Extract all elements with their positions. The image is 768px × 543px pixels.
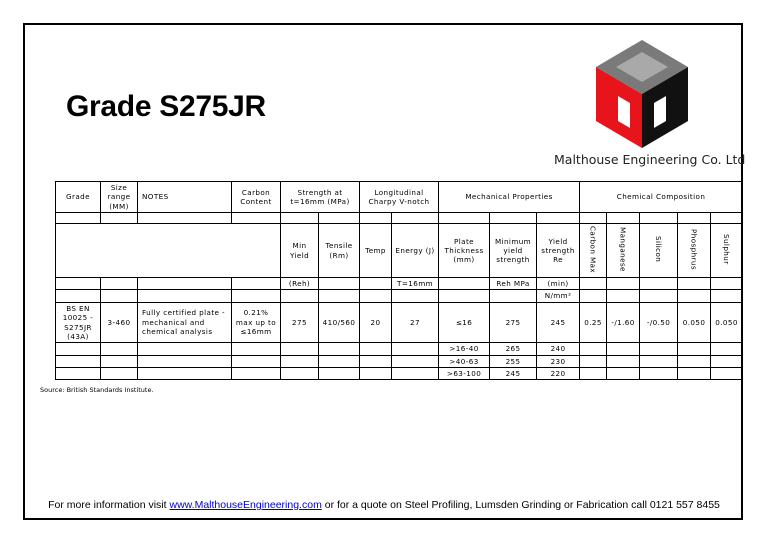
- cell-re: 230: [537, 355, 580, 367]
- source-note: Source: British Standards Institute.: [40, 386, 154, 394]
- cell-min-yield-strength: 255: [490, 355, 537, 367]
- cell-sulphur: 0.050: [711, 302, 743, 342]
- cell-tensile: 410/560: [319, 302, 360, 342]
- cell-grade: BS EN 10025 - S275JR (43A): [56, 302, 101, 342]
- header-carbon-max: Carbon Max: [588, 225, 598, 273]
- cell-min-yield-strength: 245: [490, 367, 537, 379]
- cell-min-yield-strength: 265: [490, 343, 537, 355]
- cell-manganese: -/1.60: [607, 302, 640, 342]
- header-mechanical-properties: Mechanical Properties: [439, 182, 580, 213]
- blank-cell: [56, 224, 281, 278]
- specification-table: [55, 181, 743, 380]
- header-temp: Temp: [360, 224, 392, 278]
- header-silicon: Silicon: [654, 236, 664, 263]
- header-sulphur: Sulphur: [722, 234, 732, 265]
- cell-phosphrus: 0.050: [678, 302, 711, 342]
- header-strength: Strength at t=16mm (MPa): [281, 182, 360, 213]
- header-phosphrus: Phosphrus: [689, 228, 699, 270]
- header-minimum-yield-strength: Minimum yield strength: [490, 224, 537, 278]
- cell-silicon: -/0.50: [640, 302, 678, 342]
- footer-suffix: or for a quote on Steel Profiling, Lumsden Grinding or Fabrication call 0121 557 8455: [321, 499, 720, 511]
- header-yield-strength-re: Yield strength Re: [537, 224, 580, 278]
- cell-min-yield-strength: 275: [490, 302, 537, 342]
- cell-re: 240: [537, 343, 580, 355]
- header-carbon-content: Carbon Content: [232, 182, 281, 213]
- cell-re: 220: [537, 367, 580, 379]
- table-row: [56, 343, 743, 355]
- cell-carbon: 0.21% max up to ≤16mm: [232, 302, 281, 342]
- cell-temp: 20: [360, 302, 392, 342]
- table-row: [56, 367, 743, 379]
- unit-reh-mpa: Reh MPa: [490, 278, 537, 290]
- cell-plate: >40-63: [439, 355, 490, 367]
- table-row: [56, 355, 743, 367]
- cell-carbon-max: 0.25: [580, 302, 607, 342]
- header-min-yield: Min Yield: [281, 224, 319, 278]
- header-energy: Energy (J): [392, 224, 439, 278]
- cell-size: 3-460: [101, 302, 138, 342]
- table-row: [56, 302, 743, 342]
- unit-t16: T=16mm: [392, 278, 439, 290]
- header-size-range: Size range (MM): [101, 182, 138, 213]
- header-chemical-composition: Chemical Composition: [580, 182, 743, 213]
- footer-prefix: For more information visit: [48, 499, 170, 511]
- unit-nmm: N/mm²: [537, 290, 580, 302]
- header-tensile: Tensile (Rm): [319, 224, 360, 278]
- footer: [0, 499, 768, 511]
- unit-min: (min): [537, 278, 580, 290]
- malthouse-logo: [596, 40, 688, 148]
- cell-plate: ≤16: [439, 302, 490, 342]
- cell-energy: 27: [392, 302, 439, 342]
- header-grade: Grade: [56, 182, 101, 213]
- header-notes: NOTES: [138, 182, 232, 213]
- cell-re: 245: [537, 302, 580, 342]
- company-name: Malthouse Engineering Co. Ltd: [554, 152, 746, 167]
- header-plate-thickness: Plate Thickness (mm): [439, 224, 490, 278]
- header-manganese: Manganese: [618, 226, 628, 272]
- cell-min-yield: 275: [281, 302, 319, 342]
- cell-plate: >63-100: [439, 367, 490, 379]
- cell-notes: Fully certified plate - mechanical and chemical analysis: [138, 302, 232, 342]
- unit-reh: (Reh): [281, 278, 319, 290]
- website-link[interactable]: www.MalthouseEngineering.com: [169, 499, 322, 511]
- cell-plate: >16-40: [439, 343, 490, 355]
- header-charpy: Longitudinal Charpy V-notch: [360, 182, 439, 213]
- page-title: Grade S275JR: [66, 90, 266, 123]
